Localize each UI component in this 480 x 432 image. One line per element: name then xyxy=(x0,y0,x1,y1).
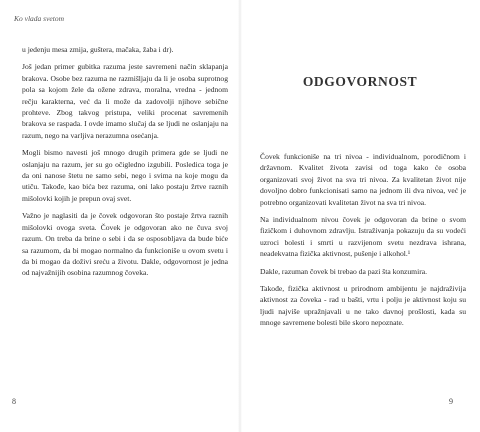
left-page-body xyxy=(22,44,228,285)
body-paragraph: Dakle, razuman čovek bi trebao da pazi šta konzumira. xyxy=(260,266,427,276)
running-header: Ko vlada svetom xyxy=(14,14,64,23)
right-page-body xyxy=(260,151,466,335)
body-paragraph: u jedenju mesa zmija, guštera, mačaka, žaba i dr). xyxy=(22,45,174,54)
body-paragraph: Na individualnom nivou čovek je odgovoran da brine o svom fizičkom i duhovnom zdravlju. Istraživanja pokazuju da su vodeći uzroci bolesti i smrti u razvijenom svetu nezdrava ishrana, neadekvatna fizička aktivnost, pušenje i alkohol.¹ xyxy=(260,215,466,259)
body-paragraph: Još jedan primer gubitka razuma jeste savremeni način sklapanja brakova. Osobe bez razuma ne razmišljaju da li je osoba suprotnog pola sa kojom žele da ožene zdrava, moralna, vredna - jednom rečju karakterna, već da li može da zadovolji njihove sebične prohteve. Zbog takvog pristupa, veliki procenat savremenih brakova se raspada. I ovde imamo slučaj da se ljudi ne oslanjaju na razum, nego na varljiva nerazumna osećanja. xyxy=(22,62,228,140)
body-paragraph: Mogli bismo navesti još mnogo drugih primera gde se ljudi ne oslanjaju na razum, jer su go očigledno izgubili. Posledica toga je da oni nanose štetu ne samo sebi, nego i svima na koje mogu da utiču. Takođe, kao bića bez razuma, oni lako postaju žrtve raznih mišolovki kojih je prepun ovaj svet. xyxy=(22,148,228,203)
body-paragraph: Važno je naglasiti da je čovek odgovoran što postaje žrtva raznih mišolovki ovoga sveta. Čovek je odgovoran ako ne čuva svoj razum. On treba da brine o sebi i da se osposobljava da bude biće sa razumom, da bi mogao normalno da funkcioniše u ovom svetu i da bi mogao da doživi sreću a životu. Dakle, odgovornost je jedna od najvažnijih osobina razumnog čoveka. xyxy=(22,211,228,278)
body-paragraph: Takođe, fizička aktivnost u prirodnom ambijentu je najdraživija aktivnost za čoveka - rad u bašti, vrtu i polju je aktivnost koju su ljudi najviše upražnjavali u ne tako davnoj prošlosti, kada su mnoge savremene bolesti bile skoro nepoznate. xyxy=(260,284,466,328)
page-number: 9 xyxy=(449,397,453,406)
body-paragraph: Čovek funkcioniše na tri nivoa - individualnom, porodičnom i državnom. Kvalitet života zavisi od toga kako će osoba organizovati svoj život na sva tri nivoa. Za kvalitetan život nije dovoljno dobro funkcionisati samo na jednom ili dva nivoa, već je potrebno organizovati kvalitetan život na sva tri nivoa. xyxy=(260,152,466,207)
chapter-title: ODGOVORNOST xyxy=(302,74,418,89)
right-page xyxy=(240,0,480,432)
page-number: 8 xyxy=(12,397,16,406)
